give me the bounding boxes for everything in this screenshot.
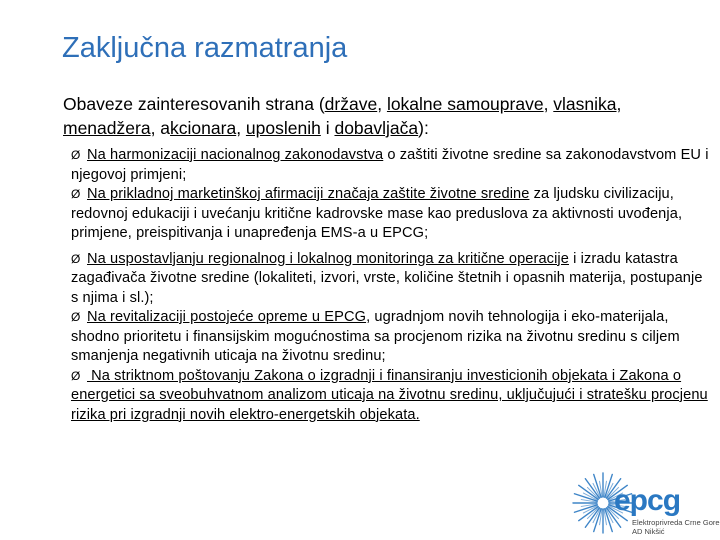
intro-link-akcionara: kcionara [170,118,237,138]
bullet-item [71,250,711,309]
intro-text-4: , [616,94,622,114]
logo-subtitle-line-1: Elektroprivreda Crne Gore [632,518,720,527]
intro-text-8: ): [418,118,429,138]
logo-subtitle [632,518,720,536]
bullet-text: , ugradnjom novih tehnologija i eko-materijala, shodno prioritetu i finansijskim mogućnostima sa procjenom rizika na životnu sredinu s ciljem smanjenja negativnih uticaja na životnu sredinu; [71,309,680,364]
bullet-item [71,146,711,185]
bullet-item [71,367,711,426]
bullet-text: za ljudsku civilizaciju, redovnoj edukaciji i uvećanju kritične kadrovske mase kao preduslova za aktivnosti uvođenja, primjene, preispitivanja i unapređenja EMS-a u EPCG; [71,186,683,241]
bullet-item [71,185,711,244]
bullet-text: o zaštiti životne sredine sa zakonodavstvom EU i njegovoj primjeni; [71,147,709,183]
arrow-bullet-icon: Ø [71,310,81,324]
arrow-bullet-icon: Ø [71,368,81,383]
bullet-item [71,308,711,367]
arrow-bullet-icon: Ø [71,148,81,162]
intro-text-3: , [543,94,554,114]
bullet-lead: Na striktnom poštovanju Zakona o izgradnji i finansiranju investicionih objekata i Zakona o energetici sa sveobuhvatnom analizom uticaja na životnu sredinu, uključujući i stratešku procjenu rizika pri izgradnji novih elektro-energetskih objekata. [71,367,708,423]
intro-link-drzave: države [324,94,378,114]
logo-name: epcg [614,484,681,517]
intro-text-1: Obaveze zainteresovanih strana ( [63,94,325,114]
bullet-list [71,146,711,425]
intro-link-dobavljaca: dobavljača [334,118,419,138]
epcg-logo [568,470,720,538]
bullet-text: i izradu katastra zagađivača životne sredine (lokaliteti, izvori, vrste, količine štetnih i opasnih materija, postupanje s njima i sl.); [71,250,703,306]
intro-link-lokalne-samouprave: lokalne samouprave [386,94,544,114]
intro-text-6: , [236,118,246,138]
intro-paragraph [63,92,713,140]
intro-text-2: , [377,94,387,114]
intro-link-menadzera: menadžera [63,118,151,138]
arrow-bullet-icon: Ø [71,187,81,201]
logo-subtitle-line-2: AD Nikšić [632,527,665,536]
bullet-lead: Na uspostavljanju regionalnog i lokalnog monitoringa za kritične operacije [87,250,569,267]
intro-text-5: , a [150,118,171,138]
intro-link-vlasnika: vlasnika [553,94,617,114]
bullet-lead: Na harmonizaciji nacionalnog zakonodavstva [87,147,384,163]
arrow-bullet-icon: Ø [71,251,81,266]
intro-link-uposlenih: uposlenih [245,118,321,138]
bullet-lead: Na prikladnoj marketinškoj afirmaciji značaja zaštite životne sredine [87,186,530,202]
page-title: Zaključna razmatranja [62,32,348,64]
intro-text-7: i [320,118,335,138]
bullet-lead: Na revitalizaciji postojeće opreme u EPCG [87,309,367,325]
